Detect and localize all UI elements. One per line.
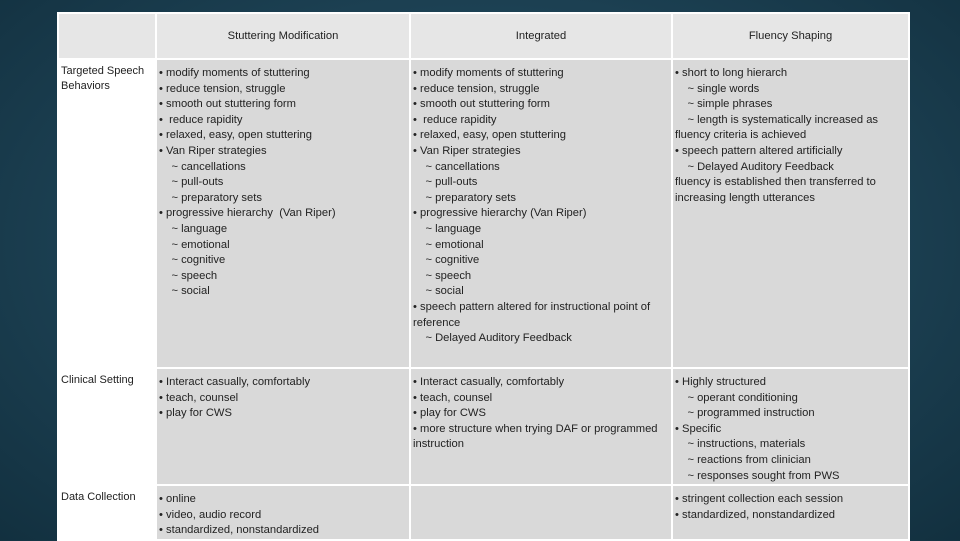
- cell-line: • speech pattern altered artificially: [675, 144, 843, 157]
- cell-line: ~ Delayed Auditory Feedback: [675, 160, 834, 173]
- header-corner: [59, 14, 155, 58]
- cell-line: • teach, counsel: [413, 391, 493, 404]
- cell-line: ~ cognitive: [159, 254, 226, 267]
- cell-line: ~ preparatory sets: [413, 191, 516, 204]
- cell-line: ~ programmed instruction: [675, 407, 815, 420]
- cell-line: ~ social: [413, 285, 464, 298]
- row-label-targeted-speech-behaviors: Targeted Speech Behaviors: [59, 60, 155, 367]
- cell-stuttering-modification: [157, 486, 409, 539]
- table-row: [59, 369, 908, 484]
- cell-line: • stringent collection each session: [675, 493, 844, 506]
- cell-line: fluency is established then transferred to increasing length utterances: [675, 176, 879, 204]
- cell-line: ~ speech: [413, 269, 472, 282]
- cell-line: • Specific: [675, 422, 722, 435]
- cell-line: • teach, counsel: [159, 391, 239, 404]
- cell-line: ~ pull-outs: [413, 176, 478, 189]
- cell-line: • speech pattern altered for instructional point of reference: [413, 300, 654, 329]
- cell-line: ~ length is systematically increased as fluency criteria is achieved: [675, 113, 882, 142]
- cell-line: ~ cancellations: [413, 160, 500, 173]
- cell-line: • short to long hierarch: [675, 67, 788, 79]
- cell-line: • relaxed, easy, open stuttering: [413, 129, 566, 142]
- cell-line: • reduce rapidity: [159, 113, 243, 126]
- cell-line: • standardized, nonstandardized: [159, 524, 320, 537]
- table-row: [59, 486, 908, 539]
- cell-line: ~ emotional: [159, 238, 230, 251]
- cell-line: • Highly structured: [675, 376, 766, 388]
- cell-line: • modify moments of stuttering: [413, 67, 564, 79]
- cell-line: • Interact casually, comfortably: [413, 376, 565, 388]
- cell-line: ~ speech: [159, 269, 218, 282]
- cell-line: ~ cancellations: [159, 160, 246, 173]
- cell-line: ~ single words: [675, 82, 760, 95]
- cell-line: ~ social: [159, 285, 210, 298]
- cell-line: ~ instructions, materials: [675, 438, 806, 451]
- cell-line: • Van Riper strategies: [413, 144, 521, 157]
- cell-line: ~ preparatory sets: [159, 191, 262, 204]
- row-label-clinical-setting: Clinical Setting: [59, 369, 155, 484]
- cell-line: ~ emotional: [413, 238, 484, 251]
- cell-line: • reduce tension, struggle: [159, 82, 286, 95]
- cell-line: ~ language: [159, 222, 228, 235]
- cell-line: • video, audio record: [159, 508, 262, 521]
- cell-stuttering-modification: [157, 60, 409, 367]
- cell-line: • more structure when trying DAF or programmed instruction: [413, 422, 661, 451]
- cell-line: ~ cognitive: [413, 254, 480, 267]
- cell-line: • smooth out stuttering form: [413, 98, 550, 111]
- cell-integrated: [411, 369, 671, 484]
- treatment-comparison-table: [57, 12, 910, 541]
- cell-line: • standardized, nonstandardized: [675, 508, 836, 521]
- cell-fluency-shaping: [673, 486, 908, 539]
- column-header-fluency-shaping: Fluency Shaping: [673, 14, 908, 58]
- comparison-table-container: [57, 12, 908, 537]
- cell-line: • modify moments of stuttering: [159, 67, 310, 79]
- cell-integrated: [411, 60, 671, 367]
- cell-line: • play for CWS: [413, 407, 486, 420]
- cell-line: • play for CWS: [159, 407, 232, 420]
- cell-line: • relaxed, easy, open stuttering: [159, 129, 312, 142]
- header-row: [59, 14, 908, 58]
- cell-line: ~ operant conditioning: [675, 391, 798, 404]
- cell-line: ~ responses sought from PWS: [675, 469, 840, 482]
- cell-stuttering-modification: [157, 369, 409, 484]
- cell-line: • reduce rapidity: [413, 113, 497, 126]
- cell-line: • progressive hierarchy (Van Riper): [413, 207, 587, 220]
- cell-line: • progressive hierarchy (Van Riper): [159, 207, 336, 220]
- cell-line: • Van Riper strategies: [159, 144, 267, 157]
- table-row: [59, 60, 908, 367]
- cell-fluency-shaping: [673, 369, 908, 484]
- cell-line: • reduce tension, struggle: [413, 82, 540, 95]
- row-label-data-collection: Data Collection: [59, 486, 155, 539]
- cell-fluency-shaping: [673, 60, 908, 367]
- cell-line: ~ Delayed Auditory Feedback: [413, 332, 572, 345]
- cell-line: • online: [159, 493, 196, 506]
- column-header-integrated: Integrated: [411, 14, 671, 58]
- cell-line: • smooth out stuttering form: [159, 98, 296, 111]
- column-header-stuttering-modification: Stuttering Modification: [157, 14, 409, 58]
- cell-line: ~ reactions from clinician: [675, 453, 811, 466]
- cell-line: ~ language: [413, 222, 482, 235]
- cell-line: ~ pull-outs: [159, 176, 224, 189]
- cell-integrated: [411, 486, 671, 539]
- cell-line: ~ simple phrases: [675, 98, 773, 111]
- cell-line: • Interact casually, comfortably: [159, 376, 311, 388]
